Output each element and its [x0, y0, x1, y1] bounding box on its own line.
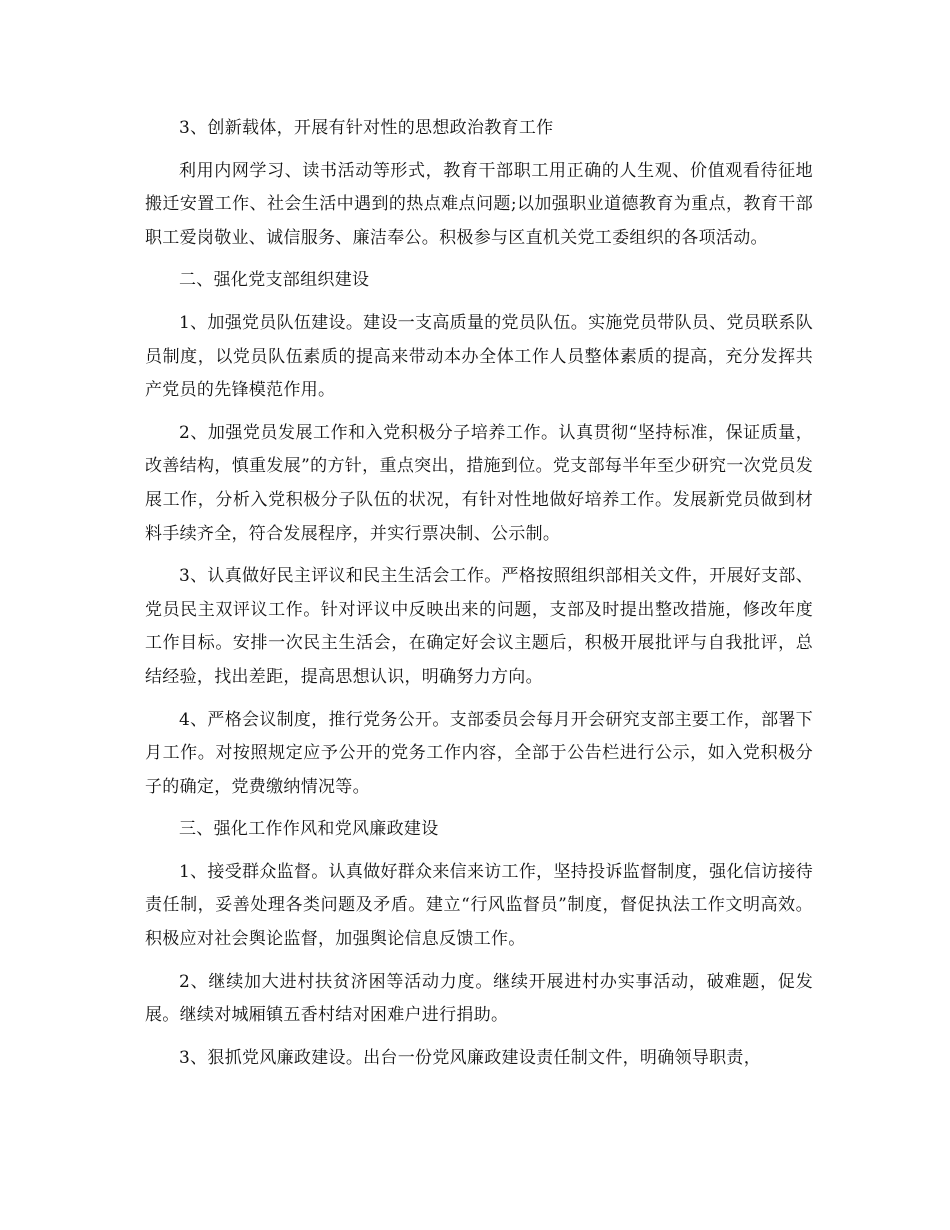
paragraph-item-1-public-supervision: 1、接受群众监督。认真做好群众来信来访工作，坚持投诉监督制度，强化信访接待责任制，妥善处理各类问题及矛盾。建立“行风监督员”制度，督促执法工作文明高效。积极应对社会舆论监督，加强舆论信息反馈工作。 [145, 861, 813, 950]
paragraph-item-3-democratic-review: 3、认真做好民主评议和民主生活会工作。严格按照组织部相关文件，开展好支部、党员民主双评议工作。针对评议中反映出来的问题，支部及时提出整改措施，修改年度工作目标。安排一次民主生活会，在确定好会议主题后，积极开展批评与自我批评，总结经验，找出差距，提高思想认识，明确努力方向。 [145, 566, 813, 687]
document-body [145, 112, 813, 1084]
paragraph-heading-3-innovate-carrier: 3、创新载体，开展有针对性的思想政治教育工作 [179, 118, 554, 138]
paragraph-education-activities: 利用内网学习、读书活动等形式，教育干部职工用正确的人生观、价值观看待征地搬迁安置工作、社会生活中遇到的热点难点问题;以加强职业道德教育为重点，教育干部职工爱岗敬业、诚信服务、廉洁奉公。积极参与区直机关党工委组织的各项活动。 [145, 160, 813, 248]
paragraph-section-3-heading: 三、强化工作作风和党风廉政建设 [179, 819, 439, 840]
paragraph-section-2-heading: 二、强化党支部组织建设 [179, 270, 370, 291]
paragraph-item-2-party-development: 2、加强党员发展工作和入党积极分子培养工作。认真贯彻“坚持标准，保证质量，改善结构，慎重发展”的方针，重点突出，措施到位。党支部每半年至少研究一次党员发展工作，分析入党积极分子队伍的状况，有针对性地做好培养工作。发展新党员做到材料手续齐全，符合发展程序，并实行票决制、公示制。 [145, 422, 813, 544]
paragraph-item-3-integrity-building: 3、狠抓党风廉政建设。出台一份党风廉政建设责任制文件，明确领导职责， [179, 1047, 762, 1068]
paragraph-item-1-party-team: 1、加强党员队伍建设。建设一支高质量的党员队伍。实施党员带队员、党员联系队员制度，以党员队伍素质的提高来带动本办全体工作人员整体素质的提高，充分发挥共产党员的先锋模范作用。 [145, 312, 813, 401]
paragraph-item-4-meeting-system: 4、严格会议制度，推行党务公开。支部委员会每月开会研究支部主要工作，部署下月工作。对按照规定应予公开的党务工作内容，全部于公告栏进行公示，如入党积极分子的确定，党费缴纳情况等。 [145, 709, 813, 797]
paragraph-item-2-poverty-relief: 2、继续加大进村扶贫济困等活动力度。继续开展进村办实事活动，破难题，促发展。继续对城厢镇五香村结对困难户进行捐助。 [145, 971, 813, 1026]
